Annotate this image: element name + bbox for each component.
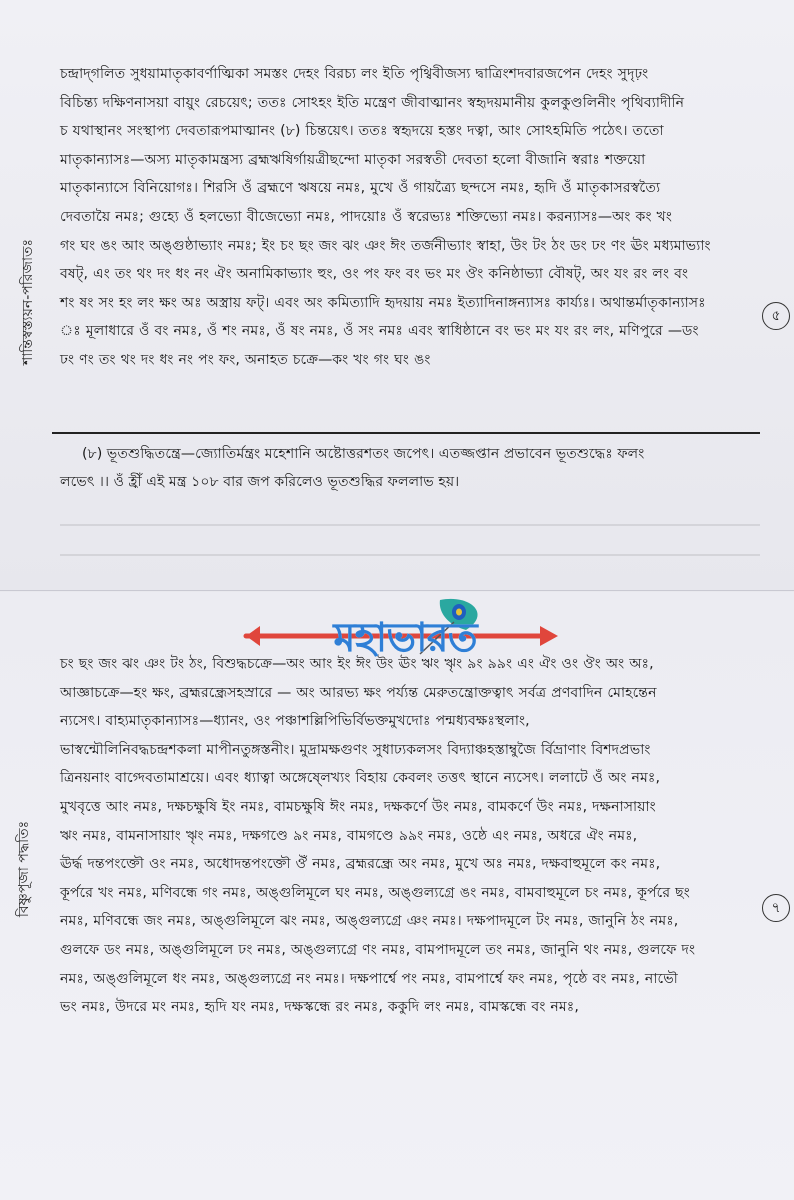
text-line: ভাস্বন্মৌলিনিবদ্ধচন্দ্রশকলা মাপীনতুঙ্গস্তনীং। মুদ্রামক্ষগুণং সুধাঢ্যকলসং বিদ্যাঞ্চহস্তাম্বুজৈ র্বিভ্রাণাং বিশদপ্রভাং [60,741,651,758]
footnote-line: (৮) ভূতশুদ্ধিতন্ত্রে—জ্যোতির্মন্ত্রং মহেশানি অষ্টোত্তরশতং জপেৎ। এতজ্জপ্তান প্রভাবেন ভূতশুদ্ধেঃ ফলং [82,446,645,462]
page-number-bottom: ৭ [762,894,790,922]
page-number-top: ৫ [762,302,790,330]
show-through-text [60,512,760,572]
text-line: দেবতায়ৈ নমঃ; গুহ্যে ওঁ হলভ্যো বীজেভ্যো নমঃ, পাদয়োঃ ওঁ স্বরেভ্যঃ শক্তিভ্যো নমঃ। করন্যাসঃ—অং কং খং [60,208,672,225]
text-line: মুখবৃত্তে আং নমঃ, দক্ষচক্ষুষি ইং নমঃ, বামচক্ষুষি ঈং নমঃ, দক্ষকর্ণে উং নমঃ, বামকর্ণে উং নমঃ, দক্ষনাসায়াং [60,798,656,815]
running-header-bottom: বিষ্ণুপূজা পদ্ধতিঃ [16,820,32,918]
text-line: নমঃ, অঙ্গুলিমূলে ধং নমঃ, অঙ্গুল্যগ্রে নং নমঃ। দক্ষপার্শ্বে পং নমঃ, বামপার্শ্বে ফং নমঃ, পৃষ্ঠে বং নমঃ, নাভৌ [60,970,678,987]
text-line: কূর্পরে খং নমঃ, মণিবন্ধে গং নমঃ, অঙ্গুলিমূলে ঘং নমঃ, অঙ্গুল্যগ্রে ঙং নমঃ, বামবাহুমূলে চং নমঃ, কূর্পরে ছং [60,884,690,901]
top-page [0,0,794,591]
text-line: ভং নমঃ, উদরে মং নমঃ, হৃদি যং নমঃ, দক্ষস্কন্ধে রং নমঃ, ককুদি লং নমঃ, বামস্কন্ধে বং নমঃ, [60,999,579,1016]
text-line: গুলফে ডং নমঃ, অঙ্গুলিমূলে ঢং নমঃ, অঙ্গুল্যগ্রে ণং নমঃ, বামপাদমূলে তং নমঃ, জানুনি থং নমঃ, গুলফে দং [60,941,696,958]
text-line: ঢং ণং তং থং দং ধং নং পং ফং, অনাহত চক্রে—কং খং গং ঘং ঙং [60,351,431,368]
body-text-top [60,60,760,375]
text-line: চন্দ্রাদ্‌গলিত সুধয়ামাতৃকাবর্ণাত্মিকা সমস্তং দেহং বিরচ্য লং ইতি পৃথ্বিবীজস্য দ্বাত্রিংশদবারজপেন দেহং সুদৃঢ়ং [60,66,649,82]
text-line: ত্রিনয়নাং বাগ্দেবতামাশ্রয়ে। এবং ধ্যাত্বা অঙ্গেষ্লেখ্যং বিহায় কেবলং তত্তৎ স্থানে ন্যসেৎ। ললাটে ওঁ অং নমঃ, [60,770,660,787]
running-header-top: শান্তিস্বস্ত্যয়ন-পরিজাতঃ [20,238,36,366]
text-line: বষট্‌, এং তং থং দং ধং নং ঐং অনামিকাভ্যাং হুং, ওং পং ফং বং ভং মং ঔং কনিষ্ঠাভ্যা বৌষট্‌, অং যং রং লং বং [60,266,689,283]
watermark-logo [240,596,560,686]
text-line: চং ছং জং ঝং ঞং টং ঠং, বিশুদ্ধচক্রে—অং আং ইং ঈং উং ঊং ঋং ৠং ৯ং ৯৯ং এং ঐং ওং ঔং অং অঃ, [60,656,654,672]
text-line: ঃ মূলাধারে ওঁ বং নমঃ, ওঁ শং নমঃ, ওঁ ষং নমঃ, ওঁ সং নমঃ এবং স্বাধিষ্ঠানে বং ভং মং যং রং লং, মণিপুরে —ডং [60,323,699,340]
text-line: মাতৃকান্যাসে বিনিয়োগঃ। শিরসি ওঁ ব্রহ্মণে ঋষয়ে নমঃ, মুখে ওঁ গায়ত্র্যৈ ছন্দসে নমঃ, হৃদি ওঁ মাতৃকাসরস্বত্যৈ [60,180,661,197]
footnote-line: লভেৎ ।। ওঁ হ্রীঁ এই মন্ত্র ১০৮ বার জপ করিলেও ভূতশুদ্ধির ফললাভ হয়। [60,474,460,490]
text-line: আজ্ঞাচক্রে—হং ক্ষং, ব্রহ্মরন্ধ্রেসহস্রারে — অং আরভ্য ক্ষং পর্য্যন্ত মেরুতন্ত্রোক্তত্বাৎ সর্বত্র প্রণবাদিন মোহন্তেন [60,684,657,701]
footnote-divider [52,432,760,434]
footnote [60,440,760,496]
text-line: ন্যসেৎ। বাহ্যমাতৃকান্যাসঃ—ধ্যানং, ওং পঞ্চাশল্লিপিভির্বিভক্তমুখদোঃ পন্মধ্যবক্ষঃস্থলাং, [60,713,530,730]
text-line: চ যথাস্থানং সংস্থাপ্য দেবতারূপমাত্মানং (৮) চিন্তয়েৎ। ততঃ স্বহৃদয়ে হস্তং দত্বা, আং সোঽহমিতি পঠেৎ। ততো [60,123,664,140]
body-text-bottom [60,650,760,1022]
text-line: ঋং নমঃ, বামনাসায়াং ৠং নমঃ, দক্ষগণ্ডে ৯ং নমঃ, বামগণ্ডে ৯৯ং নমঃ, ওষ্ঠে এং নমঃ, অধরে ঐং নমঃ, [60,827,638,844]
text-line: গং ঘং ঙং আং অঙ্গুষ্ঠাভ্যাং নমঃ; ইং চং ছং জং ঝং ঞং ঈং তর্জনীভ্যাং স্বাহা, উং টং ঠং ডং ঢং ণং ঊং মধ্যমাভ্যাং [60,237,711,254]
text-line: শং ষং সং হং লং ক্ষং অঃ অস্ত্রায় ফট্‌। এবং অং কমিত্যাদি হৃদয়ায় নমঃ ইত্যাদিনাঙ্গন্যাসঃ কার্য্যঃ। অথান্তর্মাতৃকান্যাসঃ [60,294,706,311]
watermark-text: মহাভারত [333,615,477,661]
text-line: মাতৃকান্যাসঃ—অস্য মাতৃকামন্ত্রস্য ব্রহ্মঋষির্গায়ত্রীছন্দো মাতৃকা সরস্বতী দেবতা হলো বীজানি স্বরাঃ শক্তয়ো [60,151,646,168]
text-line: বিচিন্ত্য দক্ষিণনাসয়া বায়ুং রেচয়েৎ; ততঃ সোঽহং ইতি মন্ত্রেণ জীবাত্মানং স্বহৃদয়মানীয় কুলকুণ্ডলিনীং পৃথিব্যাদীনি [60,94,685,111]
text-line: নমঃ, মণিবন্ধে জং নমঃ, অঙ্গুলিমূলে ঝং নমঃ, অঙ্গুল্যগ্রে ঞং নমঃ। দক্ষপাদমূলে টং নমঃ, জানুনি ঠং নমঃ, [60,913,679,930]
text-line: ঊর্দ্ধ দন্তপংক্তৌ ওং নমঃ, অধোদন্তপংক্তৌ ঔঁ নমঃ, ব্রহ্মরন্ধ্রে অং নমঃ, মুখে অঃ নমঃ, দক্ষবাহুমূলে কং নমঃ, [60,856,661,873]
